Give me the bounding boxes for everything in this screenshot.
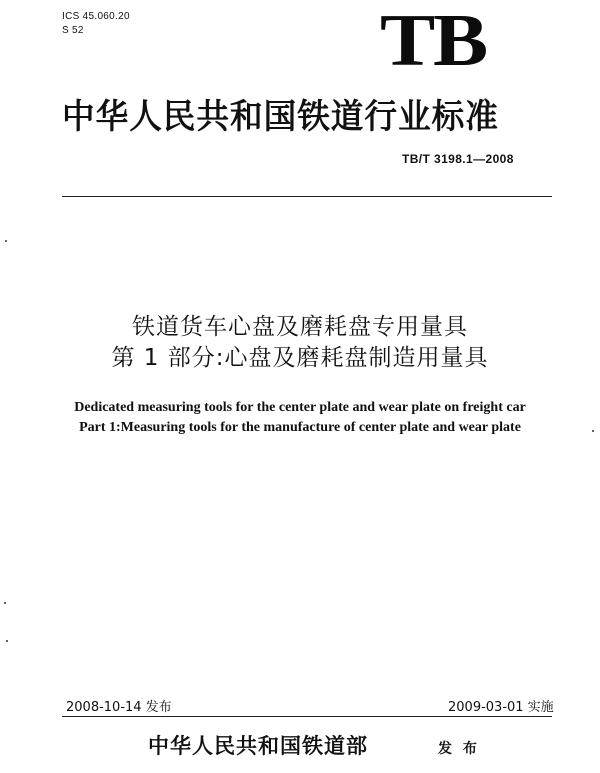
title-cn-line1: 铁道货车心盘及磨耗盘专用量具 [132, 314, 468, 340]
issue-date: 2008-10-14 发布 [66, 700, 172, 715]
scan-speck [4, 602, 6, 604]
classification-codes [62, 10, 130, 38]
header-divider [62, 196, 552, 197]
tb-logo: TB [380, 0, 487, 82]
standard-category: 中华人民共和国铁道行业标准 [62, 97, 499, 137]
scan-speck [6, 640, 8, 642]
title-en-line1: Dedicated measuring tools for the center plate and wear plate on freight car [74, 400, 526, 415]
footer-divider [62, 716, 552, 717]
publisher-name: 中华人民共和国铁道部 [148, 734, 368, 758]
standard-number: TB/T 3198.1—2008 [402, 152, 514, 166]
publisher-suffix: 发 布 [438, 741, 480, 757]
scan-speck [592, 430, 594, 432]
scan-speck [5, 240, 7, 242]
title-cn-line2: 第 1 部分:心盘及磨耗盘制造用量具 [111, 345, 489, 371]
effective-date: 2009-03-01 实施 [448, 700, 554, 715]
ics-code: ICS 45.060.20 [62, 11, 130, 22]
title-en-line2: Part 1:Measuring tools for the manufacture of center plate and wear plate [79, 420, 521, 435]
classification-code: S 52 [62, 25, 84, 36]
